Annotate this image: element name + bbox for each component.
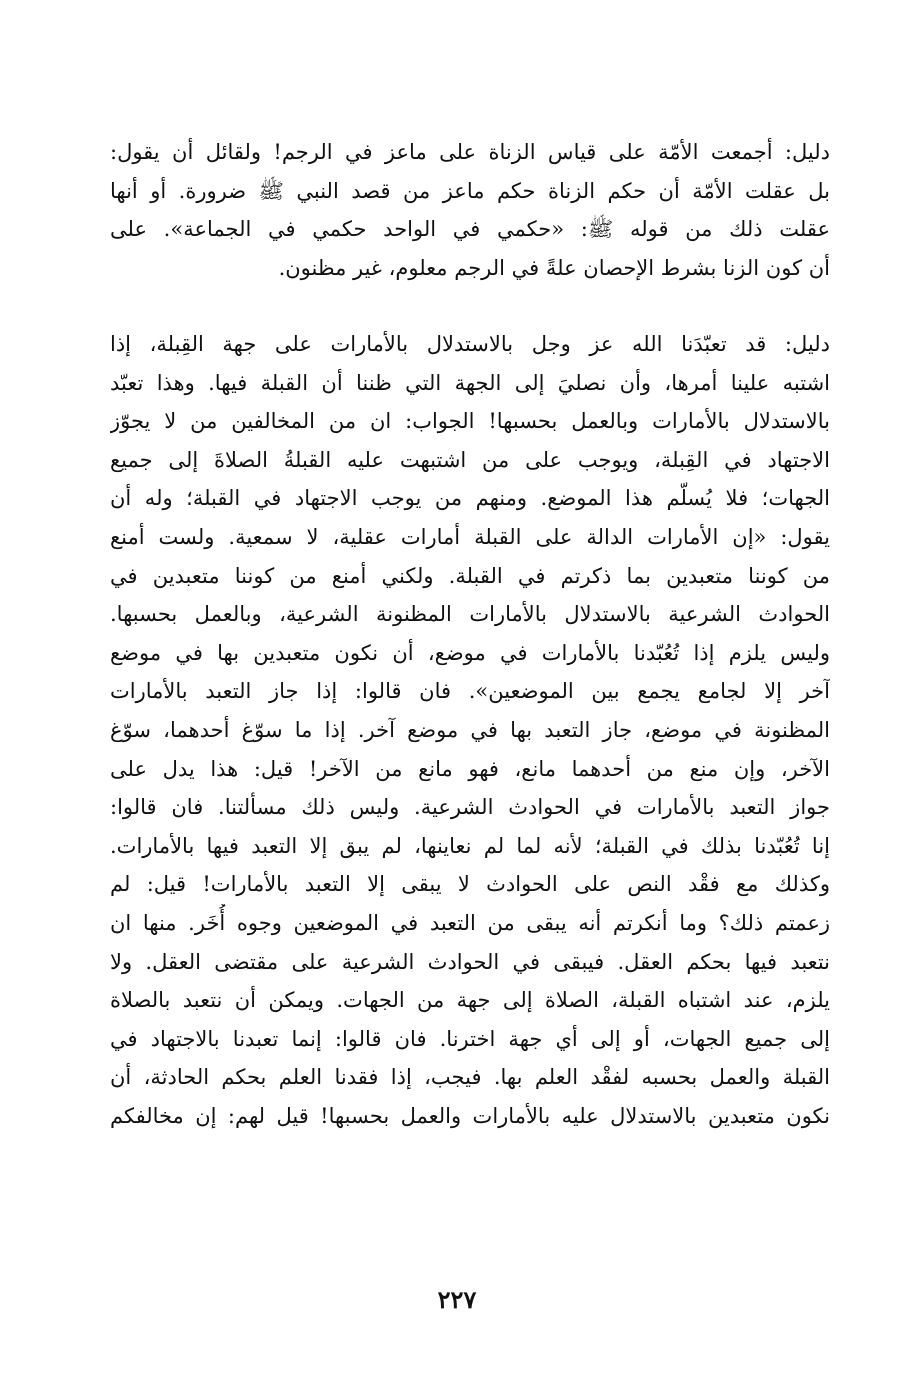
text-line: نتعبد فيها بحكم العقل. فيبقى في الحوادث الشرعية على مقتضى العقل. ولا	[110, 949, 830, 974]
text-line: من كوننا متعبدين بما ذكرتم في القبلة. ولكني أمنع من كوننا متعبدين في	[110, 563, 830, 588]
text-line: الاجتهاد في القِبلة، ويوجب على من اشتبهت عليه القبلةُ الصلاةَ إلى جميع	[110, 447, 830, 472]
text-line: إنا تُعُبّدنا بذلك في القبلة؛ لأنه لما لم نعاينها، لم يبق إلا التعبد فيها بالأمارات.	[110, 833, 830, 858]
text-line: يقول: «إن الأمارات الدالة على القبلة أمارات عقلية، لا سمعية. ولست أمنع	[110, 524, 830, 549]
text-line: اشتبه علينا أمرها، وأن نصليَ إلى الجهة التي ظننا أن القبلة فيها. وهذا تعبّد	[110, 370, 830, 395]
text-line: وكذلك مع فقْد النص على الحوادث لا يبقى إلا التعبد بالأمارات! قيل: لم	[110, 872, 830, 897]
text-line: المظنونة في موضع، جاز التعبد بها في موضع آخر. إذا ما سوّغ أحدهما، سوّغ	[110, 717, 830, 742]
paragraph-1	[110, 133, 830, 287]
text-line: دليل: أجمعت الأمّة على قياس الزناة على ماعز في الرجم! ولقائل أن يقول:	[110, 140, 830, 164]
text-line: إلى جميع الجهات، أو إلى أي جهة اخترنا. فان قالوا: إنما تعبدنا بالاجتهاد في	[110, 1026, 830, 1051]
text-line: يلزم، عند اشتباه القبلة، الصلاة إلى جهة من الجهات. ويمكن أن نتعبد بالصلاة	[110, 988, 830, 1013]
text-line: بالاستدلال بالأمارات وبالعمل بحسبها! الجواب: ان من المخالفين من لا يجوّز	[110, 409, 830, 434]
text-line: الآخر، وإن منع من أحدهما مانع، فهو مانع من الآخر! قيل: هذا يدل على	[110, 756, 830, 781]
text-line: الجهات؛ فلا يُسلّم هذا الموضع. ومنهم من يوجب الاجتهاد في القبلة؛ وله أن	[110, 486, 830, 511]
text-line: بل عقلت الأمّة أن حكم الزناة حكم ماعز من قصد النبي ﷺ ضرورة. أو أنها	[110, 178, 830, 203]
text-line: جواز التعبد بالأمارات في الحوادث الشرعية. وليس ذلك مسألتنا. فان قالوا:	[110, 795, 830, 820]
text-line: نكون متعبدين بالاستدلال عليه بالأمارات والعمل بحسبها! قيل لهم: إن مخالفكم	[110, 1103, 830, 1128]
paragraph-2	[110, 325, 830, 1135]
text-line: دليل: قد تعبّدَنا الله عز وجل بالاستدلال بالأمارات على جهة القِبلة، إذا	[110, 332, 830, 356]
text-line: عقلت ذلك من قوله ﷺ: «حكمي في الواحد حكمي في الجماعة». على	[110, 217, 830, 242]
text-line: آخر إلا لجامع يجمع بين الموضعين». فان قالوا: إذا جاز التعبد بالأمارات	[110, 679, 830, 704]
text-line: أن كون الزنا بشرط الإحصان علةً في الرجم معلوم، غير مظنون.	[278, 255, 830, 280]
page-number: ٢٢٧	[437, 1285, 477, 1314]
text-line: زعمتم ذلك؟ وما أنكرتم أنه يبقى من التعبد في الموضعين وجوه أُخَر. منها ان	[110, 910, 830, 935]
text-line: القبلة والعمل بحسبه لفقْد العلم بها. فيجب، إذا فقدنا العلم بحكم الحادثة، أن	[110, 1065, 830, 1090]
text-line: وليس يلزم إذا تُعُبّدنا بالأمارات في موضع، أن نكون متعبدين بها في موضع	[110, 640, 830, 665]
text-line: الحوادث الشرعية بالاستدلال بالأمارات المظنونة الشرعية، وبالعمل بحسبها.	[110, 602, 830, 627]
